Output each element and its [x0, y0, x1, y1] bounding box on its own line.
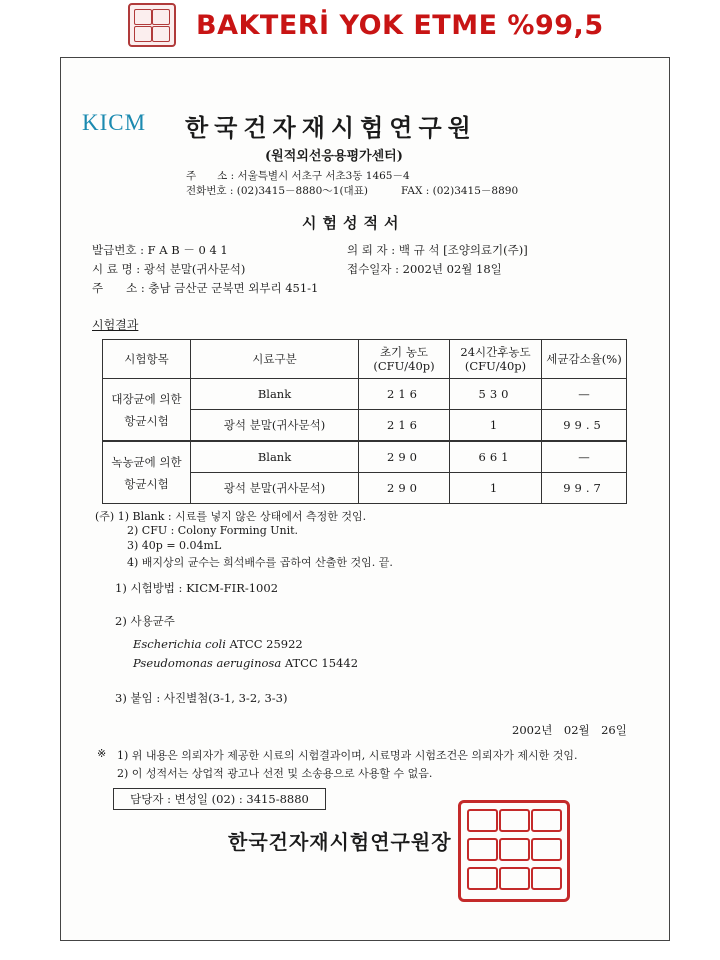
- note-1: (주) 1) Blank : 시료를 넣지 않은 상태에서 측정한 것임.: [95, 510, 367, 523]
- after-cell: 530: [450, 379, 542, 410]
- strain-2: [133, 656, 358, 670]
- contact-box: 담당자 : 변성일 (02) : 3415-8880: [113, 788, 326, 810]
- strains-label: 2) 사용균주: [115, 614, 175, 628]
- results-table: [102, 339, 627, 504]
- rate-cell: —: [542, 379, 627, 410]
- after-cell: 1: [450, 410, 542, 442]
- sample-name: 시 료 명 : 광석 분말(귀사문석): [92, 262, 246, 276]
- initial-cell: 216: [359, 410, 450, 442]
- strain-1-name: Escherichia coli: [133, 637, 226, 651]
- institute-phone: 전화번호 : (02)3415－8880～1(대표): [186, 185, 368, 197]
- client-name: 의 뢰 자 : 백 규 석 [조양의료기(주)]: [347, 243, 528, 257]
- kicm-logo: KICM: [82, 110, 147, 135]
- sample-cell: 광석 분말(귀사문석): [191, 410, 359, 442]
- test-item-ecoli: 대장균에 의한 항균시험: [103, 379, 191, 442]
- initial-cell: 290: [359, 473, 450, 504]
- rate-cell: 99.7: [542, 473, 627, 504]
- issue-number: 발급번호 : F A B － 0 4 1: [92, 243, 228, 257]
- header-24h-conc: 24시간후농도 (CFU/40p): [450, 340, 542, 379]
- sample-address: 주 소 : 충남 금산군 군북면 외부리 451-1: [92, 281, 319, 295]
- table-row: [103, 441, 627, 473]
- table-header-row: [103, 340, 627, 379]
- director-signature: 한국건자재시험연구원장: [228, 830, 452, 854]
- institute-fax: FAX : (02)3415－8890: [401, 185, 519, 197]
- after-cell: 661: [450, 441, 542, 473]
- rate-cell: —: [542, 441, 627, 473]
- table-row: [103, 379, 627, 410]
- header-test-item: 시험항목: [103, 340, 191, 379]
- official-seal: [458, 800, 570, 902]
- issue-date: 2002년 02월 26일: [512, 723, 627, 737]
- strain-2-code: ATCC 15442: [284, 656, 359, 670]
- after-cell: 1: [450, 473, 542, 504]
- sample-cell: 광석 분말(귀사문석): [191, 473, 359, 504]
- header-sample-type: 시료구분: [191, 340, 359, 379]
- attachment-note: 3) 붙임 : 사진별첨(3-1, 3-2, 3-3): [115, 691, 288, 705]
- header-initial-conc: 초기 농도 (CFU/40p): [359, 340, 450, 379]
- headline-title: BAKTERİ YOK ETME %99,5: [196, 10, 604, 41]
- results-heading: 시험결과: [92, 318, 139, 332]
- test-method: 1) 시험방법 : KICM-FIR-1002: [115, 581, 279, 595]
- strain-1: [133, 637, 303, 651]
- initial-cell: 290: [359, 441, 450, 473]
- disclaimer-2: 2) 이 성적서는 상업적 광고나 선전 및 소송용으로 사용할 수 없음.: [117, 767, 433, 780]
- note-2: 2) CFU : Colony Forming Unit.: [127, 524, 299, 537]
- strain-1-code: ATCC 25922: [229, 637, 303, 651]
- institute-address: 주 소 : 서울특별시 서초구 서초3동 1465－4: [186, 170, 410, 182]
- initial-cell: 216: [359, 379, 450, 410]
- institute-name: 한국건자재시험연구원: [185, 113, 477, 142]
- disclaimer-1: 1) 위 내용은 의뢰자가 제공한 시료의 시험결과이며, 시료명과 시험조건은 의뢰자가 제시한 것임.: [117, 749, 578, 762]
- received-date: 접수일자 : 2002년 02월 18일: [347, 262, 502, 276]
- test-item-pseudomonas: 녹농균에 의한 항균시험: [103, 441, 191, 504]
- header-reduction-rate: 세균감소율(%): [542, 340, 627, 379]
- sample-cell: Blank: [191, 441, 359, 473]
- rate-cell: 99.5: [542, 410, 627, 442]
- note-4: 4) 배지상의 균수는 희석배수를 곱하여 산출한 것임. 끝.: [127, 556, 393, 569]
- document-title: 시험성적서: [302, 214, 405, 232]
- sample-cell: Blank: [191, 379, 359, 410]
- top-logo-seal: [128, 3, 176, 47]
- institute-subtitle: (원적외선응용평가센터): [265, 149, 403, 164]
- disclaimer-mark: ※: [97, 747, 107, 760]
- note-3: 3) 40p = 0.04mL: [127, 539, 222, 552]
- strain-2-name: Pseudomonas aeruginosa: [133, 656, 282, 670]
